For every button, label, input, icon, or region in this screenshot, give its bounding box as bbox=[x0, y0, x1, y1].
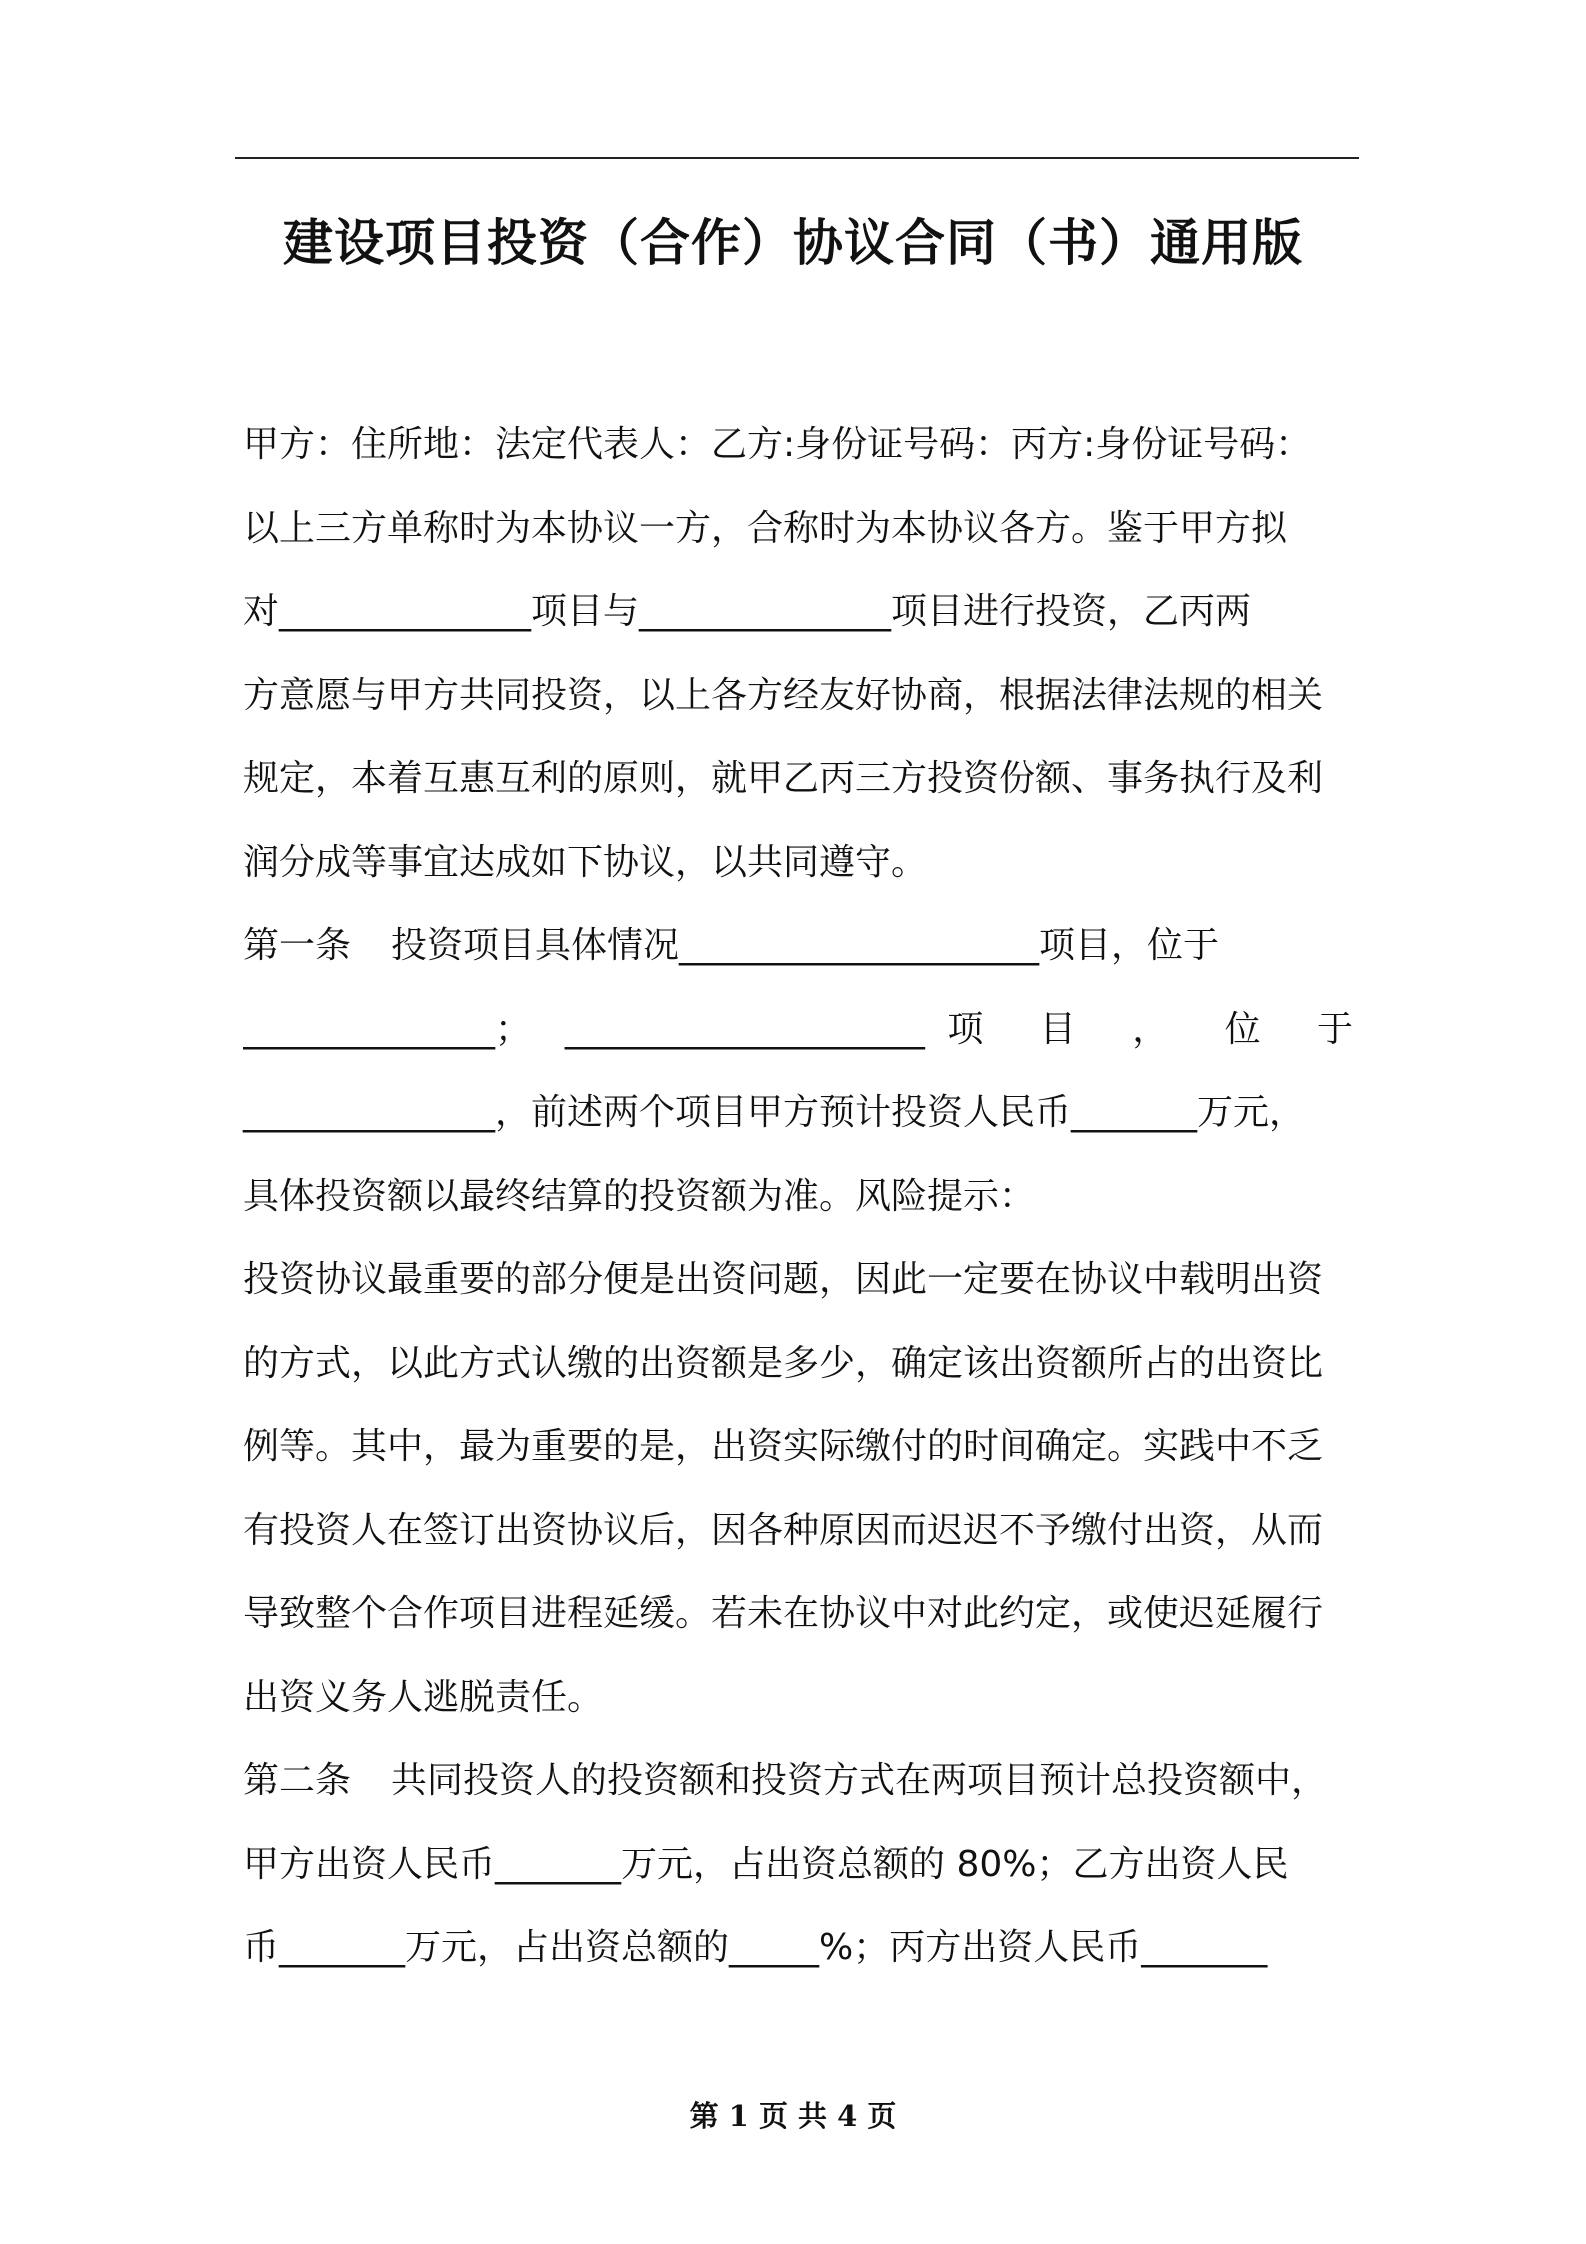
article-1-text: 投资项目具体情况____________________项目，位于 bbox=[391, 925, 1220, 966]
header-rule bbox=[235, 157, 1359, 159]
article-2-text: 共同投资人的投资额和投资方式在两项目预计总投资额中， bbox=[391, 1760, 1328, 1801]
paragraph-line: 润分成等事宜达成如下协议，以共同遵守。 bbox=[243, 841, 928, 883]
page-number: 第 1 页 共 4 页 bbox=[689, 2099, 897, 2133]
paragraph-line: 规定，本着互惠互利的原则，就甲乙丙三方投资份额、事务执行及利 bbox=[243, 758, 1324, 799]
article-1-label: 第一条 bbox=[243, 925, 352, 966]
article-2-line bbox=[243, 1739, 1353, 1823]
risk-note-line: 例等。其中，最为重要的是，出资实际缴付的时间确定。实践中不乏 bbox=[243, 1426, 1324, 1467]
paragraph-line: ______________； ____________________项 目 ， 位 于 bbox=[243, 1008, 1353, 1050]
article-1-line bbox=[243, 904, 1353, 988]
risk-note-line: 出资义务人逃脱责任。 bbox=[243, 1676, 604, 1718]
risk-note-line: 投资协议最重要的部分便是出资问题，因此一定要在协议中载明出资 bbox=[243, 1259, 1324, 1300]
risk-note-line: 导致整个合作项目进程延缓。若未在协议中对此约定，或使迟延履行 bbox=[243, 1593, 1324, 1634]
paragraph-line: 对______________项目与______________项目进行投资，乙丙两 bbox=[243, 591, 1252, 632]
parties-line: 甲方：住所地：法定代表人：乙方:身份证号码：丙方:身份证号码： bbox=[243, 424, 1312, 465]
article-2-label: 第二条 bbox=[243, 1760, 352, 1801]
paragraph-line: 具体投资额以最终结算的投资额为准。风险提示： bbox=[243, 1175, 1036, 1217]
document-body bbox=[243, 403, 1353, 1990]
paragraph-line: 以上三方单称时为本协议一方，合称时为本协议各方。鉴于甲方拟 bbox=[243, 507, 1288, 549]
risk-note-line: 有投资人在签订出资协议后，因各种原因而迟迟不予缴付出资，从而 bbox=[243, 1509, 1324, 1551]
risk-note-line: 的方式，以此方式认缴的出资额是多少，确定该出资额所占的出资比 bbox=[243, 1342, 1324, 1384]
paragraph-line: 方意愿与甲方共同投资，以上各方经友好协商，根据法律法规的相关 bbox=[243, 674, 1324, 716]
document-title: 建设项目投资（合作）协议合同（书）通用版 bbox=[283, 214, 1303, 272]
paragraph-line: 币_______万元，占出资总额的_____%；丙方出资人民币_______ bbox=[243, 1927, 1268, 1968]
paragraph-line: 甲方出资人民币_______万元，占出资总额的 80%；乙方出资人民 bbox=[243, 1843, 1289, 1885]
paragraph-line: ______________，前述两个项目甲方预计投资人民币_______万元， bbox=[243, 1092, 1306, 1133]
